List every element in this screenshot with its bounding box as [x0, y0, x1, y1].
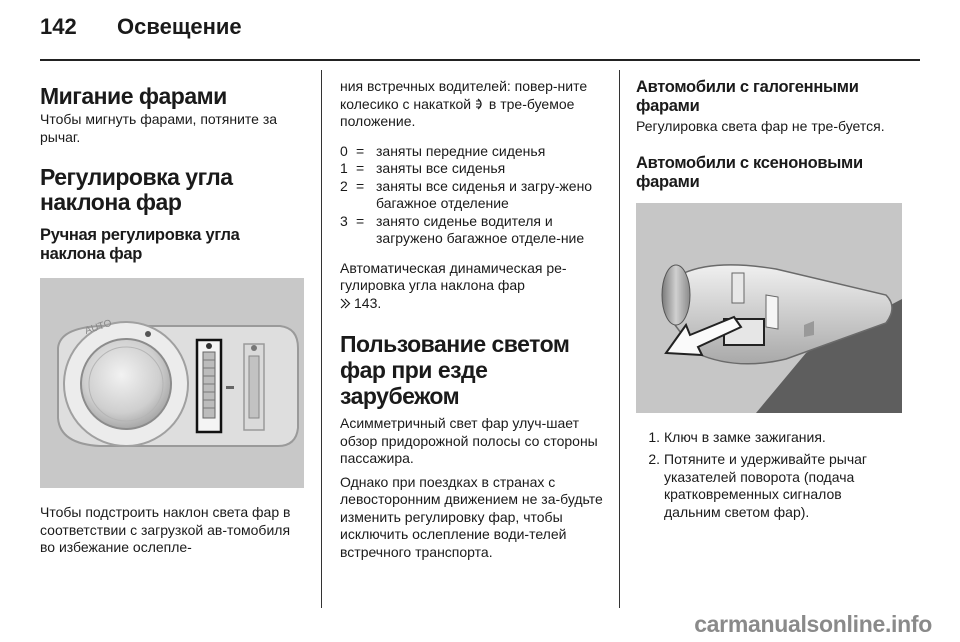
list-item: 2. Потяните и удерживайте рычаг указателей поворота (подача кратковременных сигналов дальним светом фар). [648, 451, 868, 520]
list-item: 1. Ключ в замке зажигания. [648, 428, 826, 445]
para-travel: Однако при поездках в странах с левосторонним движением не за-будьте изменить регулировку фар, чтобы исключить ослепление води-телей встречного транспорта. [340, 473, 603, 560]
thumbwheel-icon [475, 97, 485, 109]
column-1 [40, 72, 304, 557]
column-divider-2 [619, 70, 620, 608]
header-divider [40, 59, 920, 61]
light-switch-illustration [40, 278, 304, 488]
column-2 [340, 72, 604, 561]
heading-range-adjustment: Регулировка угла наклона фар [40, 164, 233, 215]
para-range-continue: ния встречных водителей: повер-ните колесико с накаткой в тре-буемое положение. [340, 78, 588, 129]
para-auto-range: Автоматическая динамическая ре-гулировка угла наклона фар 143. [340, 259, 567, 311]
list-item: 3 = занято сиденье водителя и загружено багажное отделе-ние [340, 212, 585, 246]
xenon-steps [636, 429, 902, 522]
column-divider-1 [321, 70, 322, 608]
stalk-photo [636, 203, 902, 413]
turn-signal-stalk-illustration [636, 203, 902, 413]
list-item: 1 = заняты все сиденья [340, 160, 506, 176]
heading-headlight-flash: Мигание фарами [40, 83, 227, 109]
para-headlight-flash: Чтобы мигнуть фарами, потяните за рычаг. [40, 111, 278, 145]
chapter-title: Освещение [117, 14, 242, 39]
page-number: 142 [40, 14, 77, 39]
auto-label: AUTO [83, 317, 114, 337]
page-header [40, 14, 920, 50]
watermark: carmanualsonline.info [694, 611, 932, 637]
page-ref: 143. [354, 294, 382, 311]
heading-xenon: Автомобили с ксеноновыми фарами [636, 153, 863, 191]
light-switch-photo [40, 278, 304, 488]
heading-halogen: Автомобили с галогенными фарами [636, 78, 859, 115]
list-item: 0 = заняты передние сиденья [340, 142, 546, 159]
para-asymmetric: Асимметричный свет фар улуч-шает обзор придорожной полосы со стороны пассажира. [340, 415, 598, 466]
load-level-list [340, 143, 604, 248]
para-halogen: Регулировка света фар не тре-буется. [636, 118, 885, 134]
list-item: 2 = заняты все сиденья и загру-жено багажное отделение [340, 177, 593, 211]
column-3 [636, 72, 902, 521]
para-range-adjust: Чтобы подстроить наклон света фар в соответствии с загрузкой ав-томобиля во избежание ослепле- [40, 504, 291, 555]
heading-manual-range: Ручная регулировка угла наклона фар [40, 226, 240, 263]
page-ref-arrow-icon [340, 296, 351, 307]
heading-driving-abroad: Пользование светом фар при езде зарубежом [340, 331, 570, 409]
